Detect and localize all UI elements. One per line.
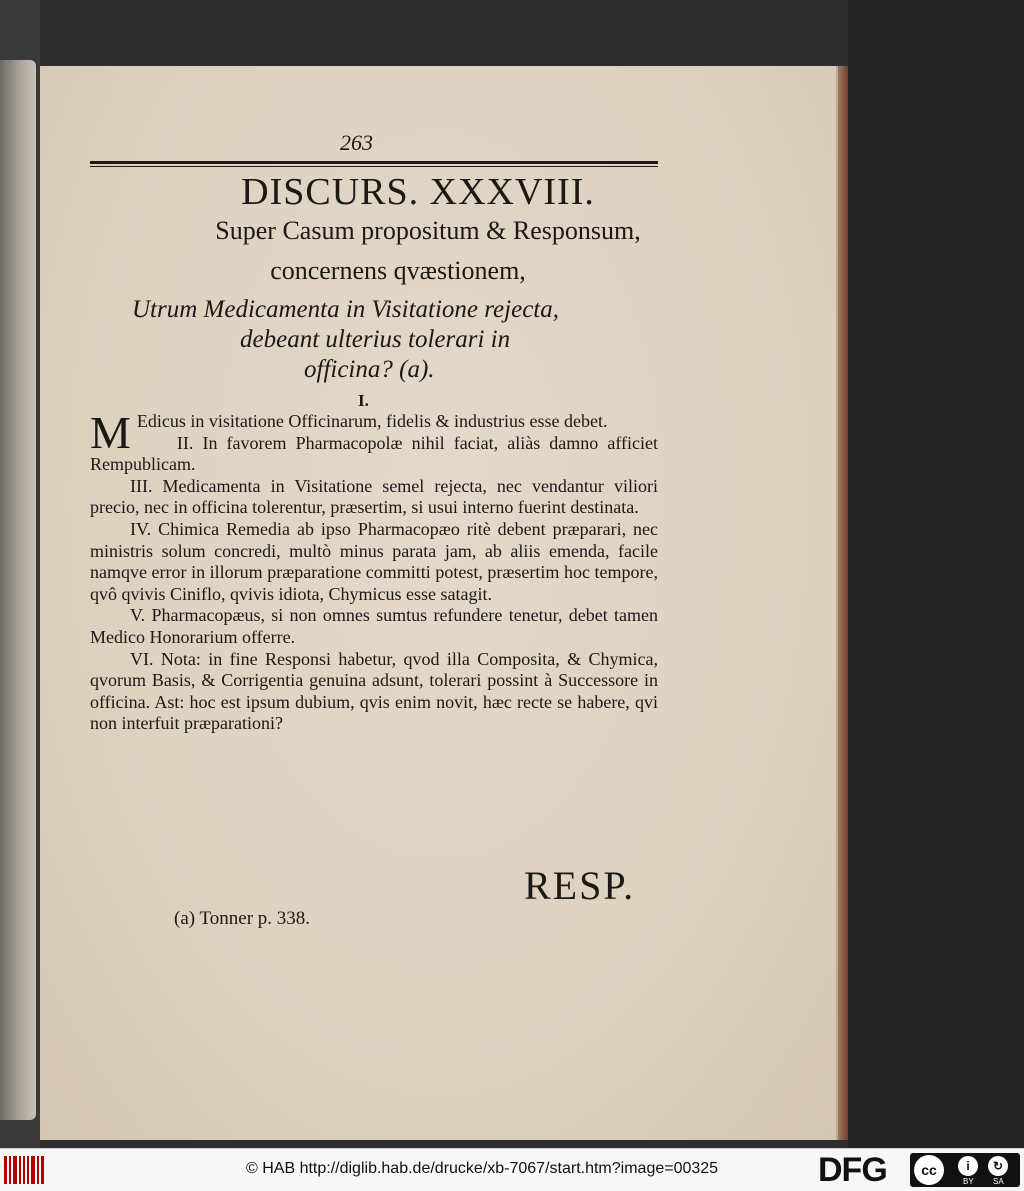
section-numeral: I. [358,391,369,410]
license-by-label: BY [963,1177,974,1186]
paragraph-1-text: Edicus in visitatione Officinarum, fidelis & industrius esse debet. [136,411,608,431]
scan-background-right [848,0,1024,1148]
license-sa-label: SA [993,1177,1004,1186]
footnote: (a) Tonner p. 338. [174,908,311,929]
cc-license-badge[interactable] [910,1153,1020,1187]
page-edge [836,66,848,1140]
body-text [90,407,658,735]
attribution-icon: i [958,1156,978,1176]
question-line-2: debeant ulterius tolerari in [240,326,511,353]
paragraph-3: III. Medicamenta in Visitatione semel rejecta, nec vendantur viliori precio, nec in officina tolerentur, præsertim, si usui interno fuerint destinata. [90,475,658,518]
share-alike-icon: ↻ [988,1156,1008,1176]
page-number: 263 [340,130,373,155]
drop-cap: M [90,407,131,458]
paragraph-4: IV. Chimica Remedia ab ipso Pharmacopæo ritè debent præparari, nec ministris solum concredi, multò minus parata jam, ab aliis emenda, facile namqve error in illorum præparatione committi potest, præsertim hoc tempore, qvô qvivis Ciniflo, qvivis idiota, Chymicus esse satagit. [90,518,658,604]
paragraph-6: VI. Nota: in fine Responsi habetur, qvod illa Composita, & Chymica, qvorum Basis, & Corrigentia genuina adsunt, tolerari possint à Successore in officina. Ast: hoc est ipsum dubium, qvis enim novit, hæc recte se habere, qvi non interfuit præparationi? [90,648,658,734]
header-rule-thin [90,166,658,167]
page-title [40,170,836,214]
paragraph-5: V. Pharmacopæus, si non omnes sumtus refundere tenetur, debet tamen Medico Honorarium offerre. [90,605,658,647]
catchword: RESP. [524,863,636,908]
cc-icon: cc [914,1155,944,1185]
barcode-icon [4,1156,44,1184]
page-title-text: DISCURS. XXXVIII. [241,171,595,213]
book-page [40,66,836,1140]
attribution-link[interactable]: © HAB http://diglib.hab.de/drucke/xb-7067/start.htm?image=00325 [246,1160,719,1177]
paragraph-2: II. In favorem Pharmacopolæ nihil faciat, aliàs damno afficiet Rempublicam. [90,432,658,475]
subtitle-line-2: concernens qvæstionem, [270,256,526,285]
dfg-logo: DFG [818,1151,887,1189]
question-line-3: officina? (a). [304,356,435,383]
subtitle-line-1: Super Casum propositum & Responsum, [215,216,641,245]
footer-bar [0,1148,1024,1191]
question-line-1: Utrum Medicamenta in Visitatione rejecta, [132,296,559,323]
header-rule [90,161,658,164]
